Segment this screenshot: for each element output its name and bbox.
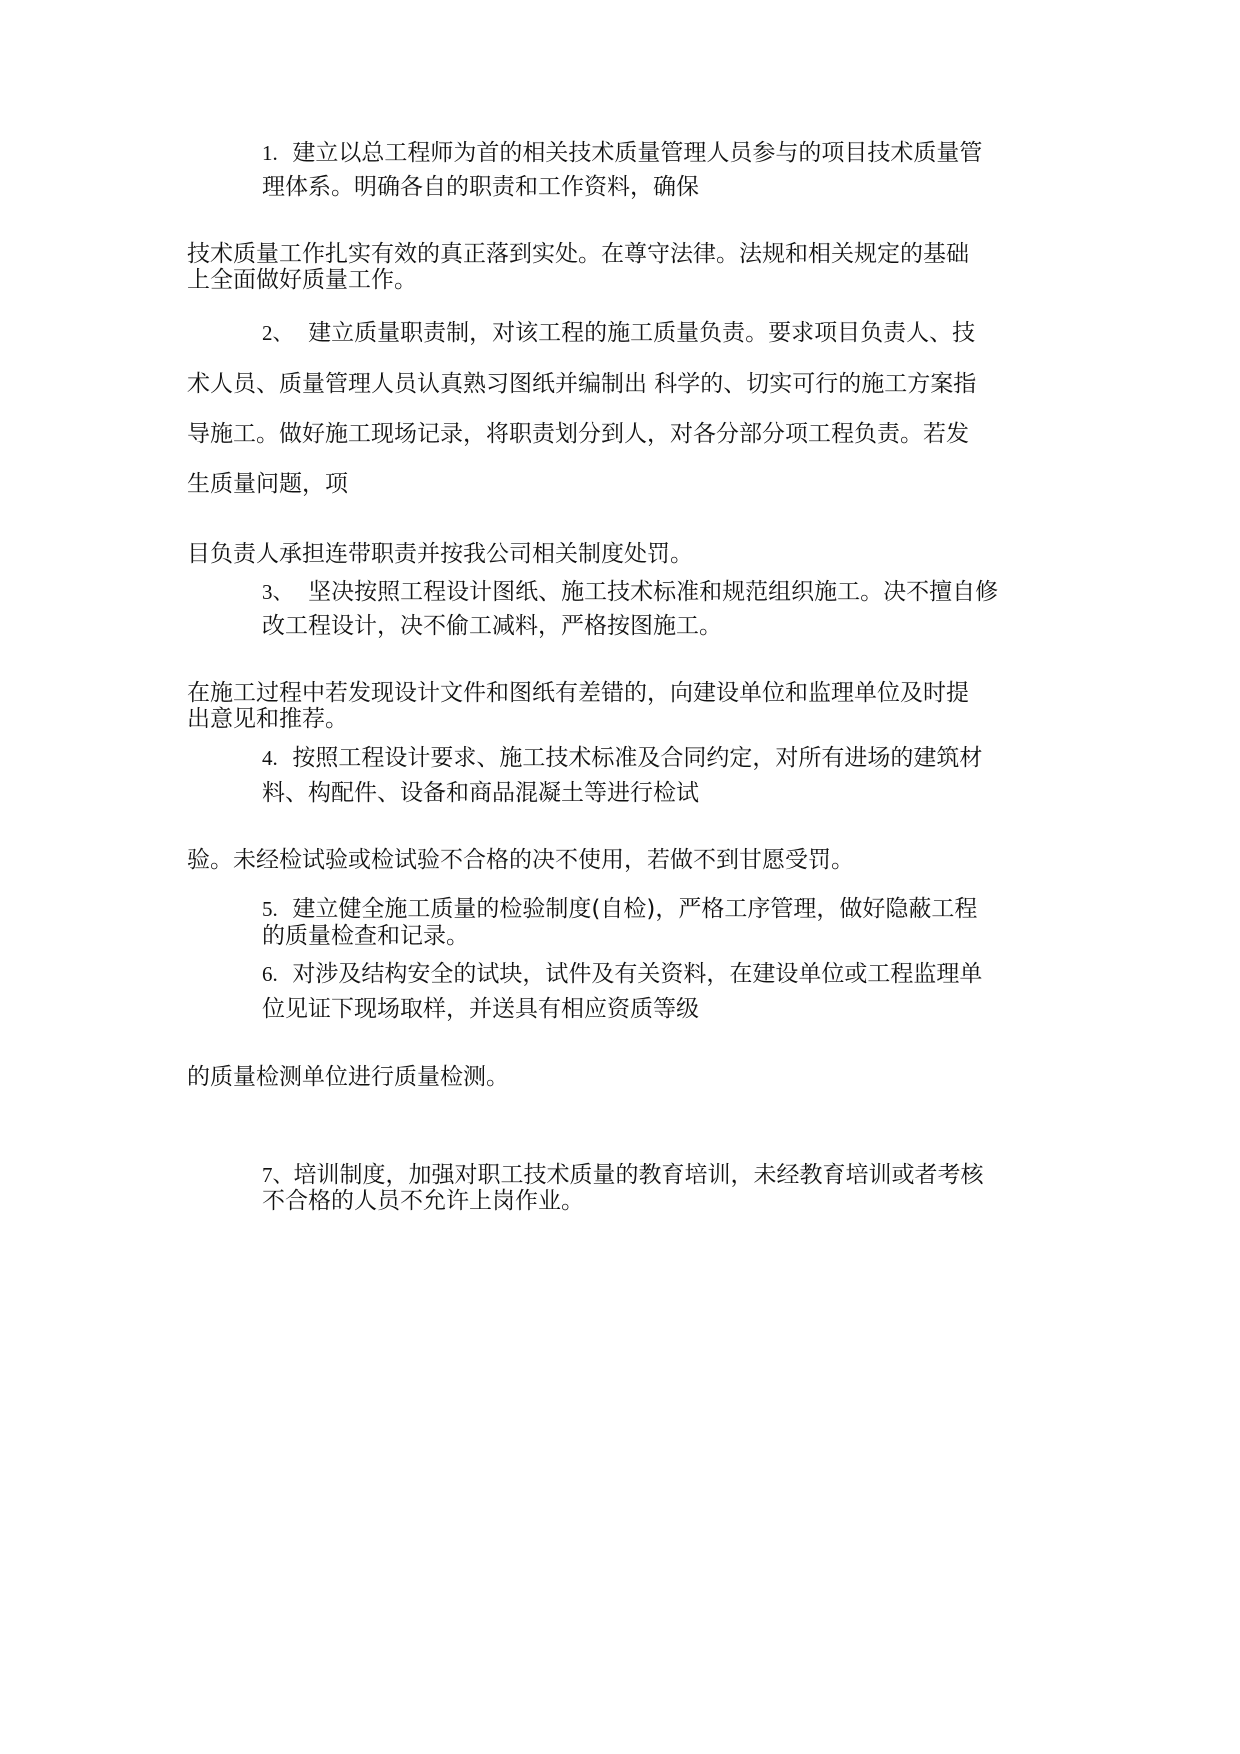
item-3-continuation-2: 出意见和推荐。	[187, 706, 348, 732]
item-7-text: 培训制度，加强对职工技术质量的教育培训，未经教育培训或者考核	[293, 1162, 984, 1188]
item-7-line-1	[262, 1162, 984, 1188]
item-6-line-1	[262, 961, 982, 987]
item-2-continuation-3: 生质量问题，项	[187, 471, 348, 497]
item-5-line-1	[262, 896, 977, 922]
item-2-continuation-4: 目负责人承担连带职责并按我公司相关制度处罚。	[187, 541, 693, 567]
item-2-line-1	[262, 320, 975, 346]
item-4-number: 4.	[262, 746, 278, 770]
item-6-text: 对涉及结构安全的试块，试件及有关资料，在建设单位或工程监理单	[292, 961, 983, 987]
item-2-number: 2、	[262, 321, 294, 345]
item-7-line-2: 不合格的人员不允许上岗作业。	[262, 1188, 584, 1214]
item-5-number: 5.	[262, 897, 278, 921]
item-2-continuation-2: 导施工。做好施工现场记录，将职责划分到人，对各分部分项工程负责。若发	[187, 421, 969, 447]
item-2-text: 建立质量职责制，对该工程的施工质量负责。要求项目负责人、技	[308, 320, 976, 346]
item-3-text: 坚决按照工程设计图纸、施工技术标准和规范组织施工。决不擅自修	[308, 579, 999, 605]
item-4-text: 按照工程设计要求、施工技术标准及合同约定，对所有进场的建筑材	[292, 745, 983, 771]
item-3-number: 3、	[262, 580, 294, 604]
item-1-continuation-1: 技术质量工作扎实有效的真正落到实处。在尊守法律。法规和相关规定的基础	[187, 241, 969, 267]
item-6-continuation-1: 的质量检测单位进行质量检测。	[187, 1064, 509, 1090]
item-7-number: 7、	[262, 1163, 294, 1187]
item-3-line-2: 改工程设计，决不偷工减料，严格按图施工。	[262, 613, 722, 639]
item-1-line-2: 理体系。明确各自的职责和工作资料，确保	[262, 174, 699, 200]
item-3-line-1	[262, 579, 998, 605]
item-6-line-2: 位见证下现场取样，并送具有相应资质等级	[262, 996, 699, 1022]
item-1-line-1	[262, 140, 982, 166]
item-1-text: 建立以总工程师为首的相关技术质量管理人员参与的项目技术质量管	[292, 140, 983, 166]
item-1-continuation-2: 上全面做好质量工作。	[187, 267, 417, 293]
item-5-text: 建立健全施工质量的检验制度(自检)，严格工序管理，做好隐蔽工程	[292, 896, 978, 922]
item-4-line-2: 料、构配件、设备和商品混凝土等进行检试	[262, 780, 699, 806]
item-4-line-1	[262, 745, 982, 771]
item-5-line-2: 的质量检查和记录。	[262, 923, 469, 949]
item-1-number: 1.	[262, 141, 278, 165]
item-4-continuation-1: 验。未经检试验或检试验不合格的决不使用，若做不到甘愿受罚。	[187, 847, 854, 873]
item-3-continuation-1: 在施工过程中若发现设计文件和图纸有差错的，向建设单位和监理单位及时提	[187, 680, 969, 706]
item-2-continuation-1: 术人员、质量管理人员认真熟习图纸并编制出 科学的、切实可行的施工方案指	[187, 371, 977, 397]
item-6-number: 6.	[262, 962, 278, 986]
